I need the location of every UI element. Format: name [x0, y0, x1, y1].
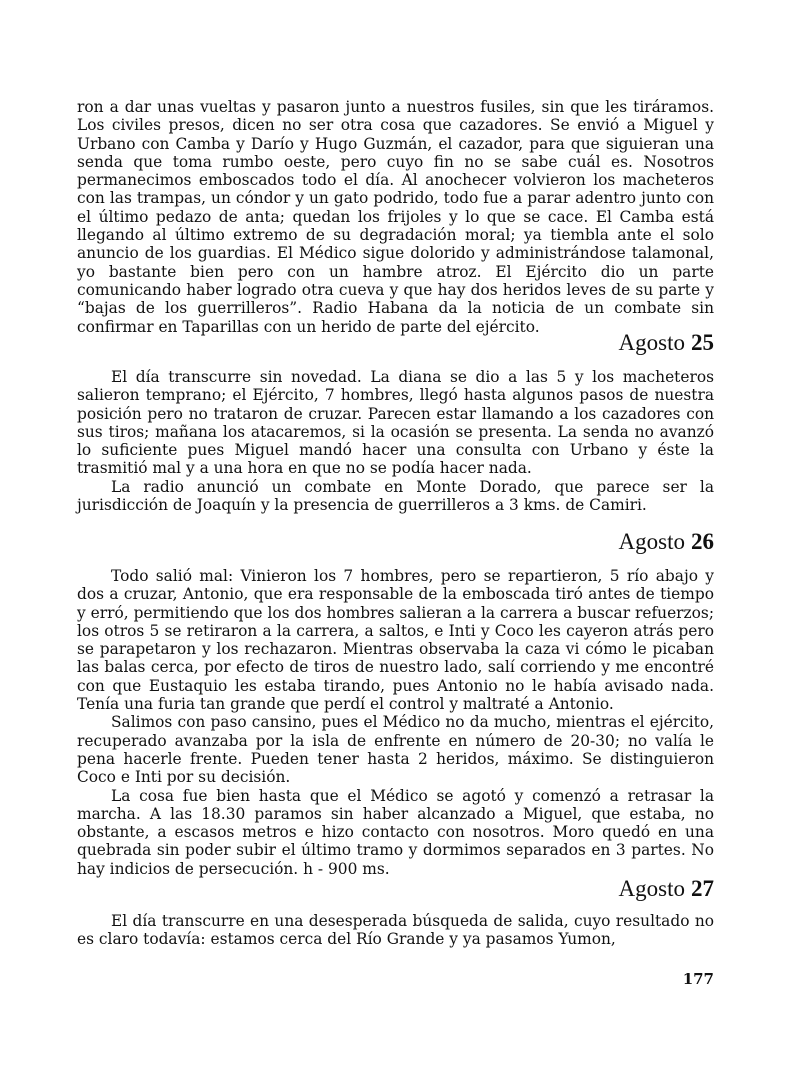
- heading-day: 27: [691, 876, 714, 901]
- date-heading-agosto-26: [619, 529, 714, 555]
- paragraph: Salimos con paso cansino, pues el Médico no da mucho, mientras el ejército, recuperado avanzaba por la isla de enfrente en número de 20-30; no valía le pena hacerle frente. Pueden tener hasta 2 heridos, máximo. Se distinguieron Coco e Inti por su decisión.: [77, 713, 714, 787]
- heading-month: Agosto: [618, 330, 685, 355]
- heading-day: 25: [691, 330, 714, 355]
- paragraph: El día transcurre sin novedad. La diana se dio a las 5 y los macheteros salieron temprano; el Ejército, 7 hombres, llegó hasta algunos pasos de nuestra posición pero no trataron de cruzar. Parecen estar llamando a los cazadores con sus tiros; mañana los atacaremos, si la ocasión se presenta. La senda no avanzó lo suficiente pues Miguel mandó hacer una consulta con Urbano y éste la trasmitió mal y a una hora en que no se podía hacer nada.: [77, 368, 714, 478]
- date-heading-agosto-27: [619, 876, 714, 902]
- page-number: 177: [682, 970, 714, 988]
- paragraph: La radio anunció un combate en Monte Dorado, que parece ser la jurisdicción de Joaquín y la presencia de guerrilleros a 3 kms. de Camiri.: [77, 477, 714, 515]
- paragraph: La cosa fue bien hasta que el Médico se agotó y comenzó a retrasar la marcha. A las 18.30 paramos sin haber alcanzado a Miguel, que estaba, no obstante, a escasos metros e hizo contacto con nosotros. Moro quedó en una quebrada sin poder subir el último tramo y dormimos separados en 3 partes. No hay indicios de persecución. h - 900 ms.: [77, 786, 714, 878]
- heading-day: 26: [691, 529, 714, 554]
- paragraph: Todo salió mal: Vinieron los 7 hombres, pero se repartieron, 5 río abajo y dos a cruzar, Antonio, que era responsable de la emboscada tiró antes de tiempo y erró, permitiendo que los dos hombres salieran a la carrera a buscar refuerzos; los otros 5 se retiraron a la carrera, a saltos, e Inti y Coco les cayeron atrás pero se parapetaron y los rechazaron. Mientras observaba la caza vi cómo le picaban las balas cerca, por efecto de tiros de nuestro lado, salí corriendo y me encontré con que Eustaquio les estaba tirando, pues Antonio no le había avisado nada. Tenía una furia tan grande que perdí el control y maltraté a Antonio.: [77, 567, 714, 714]
- entry-agosto-25: [77, 368, 714, 514]
- entry-24-continuation: [77, 98, 714, 336]
- paragraph: El día transcurre en una desesperada búsqueda de salida, cuyo resultado no es claro todavía: estamos cerca del Río Grande y ya pasamos Yumon,: [77, 912, 714, 949]
- entry-agosto-27: [77, 912, 714, 949]
- paragraph: ron a dar unas vueltas y pasaron junto a nuestros fusiles, sin que les tiráramos. Los civiles presos, dicen no ser otra cosa que cazadores. Se envió a Miguel y Urbano con Camba y Darío y Hugo Guzmán, el cazador, para que siguieran una senda que toma rumbo oeste, pero cuyo fin no se sabe cuál es. Nosotros permanecimos emboscados todo el día. Al anochecer volvieron los macheteros con las trampas, un cóndor y un gato podrido, todo fue a parar adentro junto con el último pedazo de anta; quedan los frijoles y lo que se cace. El Camba está llegando al último extremo de su degradación moral; ya tiembla ante el solo anuncio de los guardias. El Médico sigue dolorido y administrándose talamonal, yo bastante bien pero con un hambre atroz. El Ejército dio un parte comunicando haber logrado otra cueva y que hay dos heridos leves de su parte y “bajas de los guerrilleros”. Radio Habana da la noticia de un combate sin confirmar en Taparillas con un herido de parte del ejército.: [77, 98, 714, 336]
- entry-agosto-26: [77, 567, 714, 878]
- date-heading-agosto-25: [619, 330, 714, 356]
- heading-month: Agosto: [618, 529, 685, 554]
- heading-month: Agosto: [618, 876, 685, 901]
